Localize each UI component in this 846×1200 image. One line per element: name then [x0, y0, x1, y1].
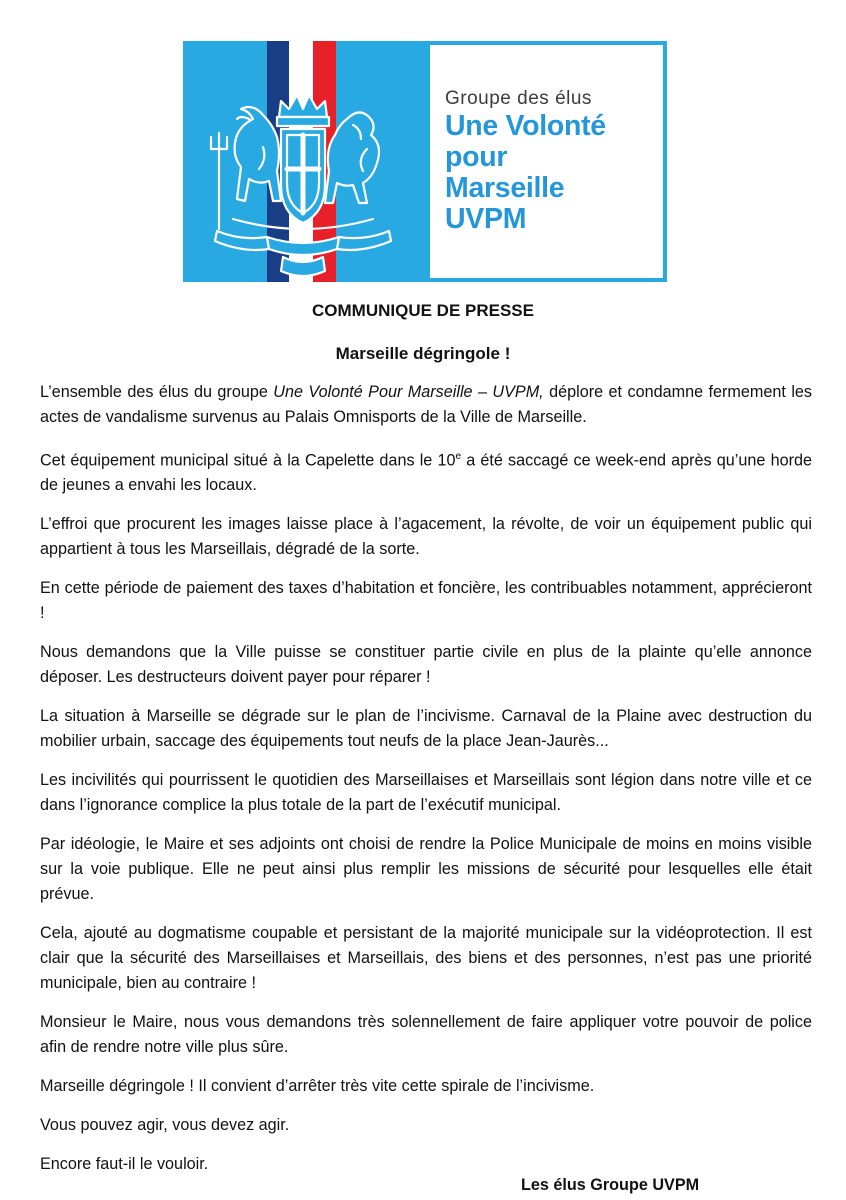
paragraph: Cet équipement municipal situé à la Capelette dans le 10e a été saccagé ce week-end après qu’une horde de jeunes a envahi les locaux.	[40, 451, 812, 495]
paragraph: En cette période de paiement des taxes d’habitation et foncière, les contribuables notamment, apprécieront !	[40, 579, 812, 623]
document-title: Marseille dégringole !	[335, 344, 511, 363]
group-name-line: UVPM	[445, 203, 527, 235]
signature: Les élus Groupe UVPM	[521, 1176, 700, 1194]
ordinal-superscript: e	[455, 451, 462, 462]
group-name-line: Marseille	[445, 172, 565, 204]
paragraph: Les incivilités qui pourrissent le quotidien des Marseillaises et Marseillais sont légion dans notre ville et ce dans l’ignorance complice la plus totale de la part de l’exécutif municipal.	[40, 771, 812, 815]
paragraph: Par idéologie, le Maire et ses adjoints ont choisi de rendre la Police Municipale de moins en moins visible sur la voie publique. Elle ne peut ainsi plus remplir les missions de sécurité pour lesquelles elle était prévue.	[40, 835, 812, 904]
paragraph: L’effroi que procurent les images laisse place à l’agacement, la révolte, de voir un équipement public qui appartient à tous les Marseillais, dégradé de la sorte.	[40, 515, 812, 559]
document-body	[40, 380, 812, 1191]
paragraph: La situation à Marseille se dégrade sur le plan de l’incivisme. Carnaval de la Plaine avec destruction du mobilier urbain, saccage des équipements tout neufs de la place Jean-Jaurès...	[40, 707, 812, 751]
group-name-line: Une Volonté	[445, 110, 606, 142]
paragraph: Vous pouvez agir, vous devez agir.	[40, 1116, 290, 1135]
group-label: Groupe des élus	[445, 88, 592, 109]
document-type-heading: COMMUNIQUE DE PRESSE	[312, 301, 534, 320]
group-name-logo	[445, 111, 606, 235]
marseille-coat-of-arms-icon	[197, 89, 409, 282]
paragraph: Marseille dégringole ! Il convient d’arrêter très vite cette spirale de l’incivisme.	[40, 1077, 595, 1096]
paragraph: Cela, ajouté au dogmatisme coupable et persistant de la majorité municipale sur la vidéoprotection. Il est clair que la sécurité des Marseillaises et Marseillais, des biens et des personnes, n’est pas une priorité municipale, bien au contraire !	[40, 924, 812, 993]
paragraph: Encore faut-il le vouloir.	[40, 1155, 209, 1174]
paragraph: L’ensemble des élus du groupe Une Volonté Pour Marseille – UVPM, déplore et condamne fermement les actes de vandalisme survenus au Palais Omnisports de la Ville de Marseille.	[40, 383, 813, 426]
group-name-panel	[430, 45, 663, 278]
group-name-line: pour	[445, 141, 508, 173]
group-name-italic: Une Volonté Pour Marseille – UVPM,	[273, 383, 544, 401]
header-banner	[183, 41, 667, 282]
paragraph: Monsieur le Maire, nous vous demandons très solennellement de faire appliquer votre pouvoir de police afin de rendre notre ville plus sûre.	[40, 1013, 812, 1057]
paragraph: Nous demandons que la Ville puisse se constituer partie civile en plus de la plainte qu’elle annonce déposer. Les destructeurs doivent payer pour réparer !	[40, 643, 812, 687]
